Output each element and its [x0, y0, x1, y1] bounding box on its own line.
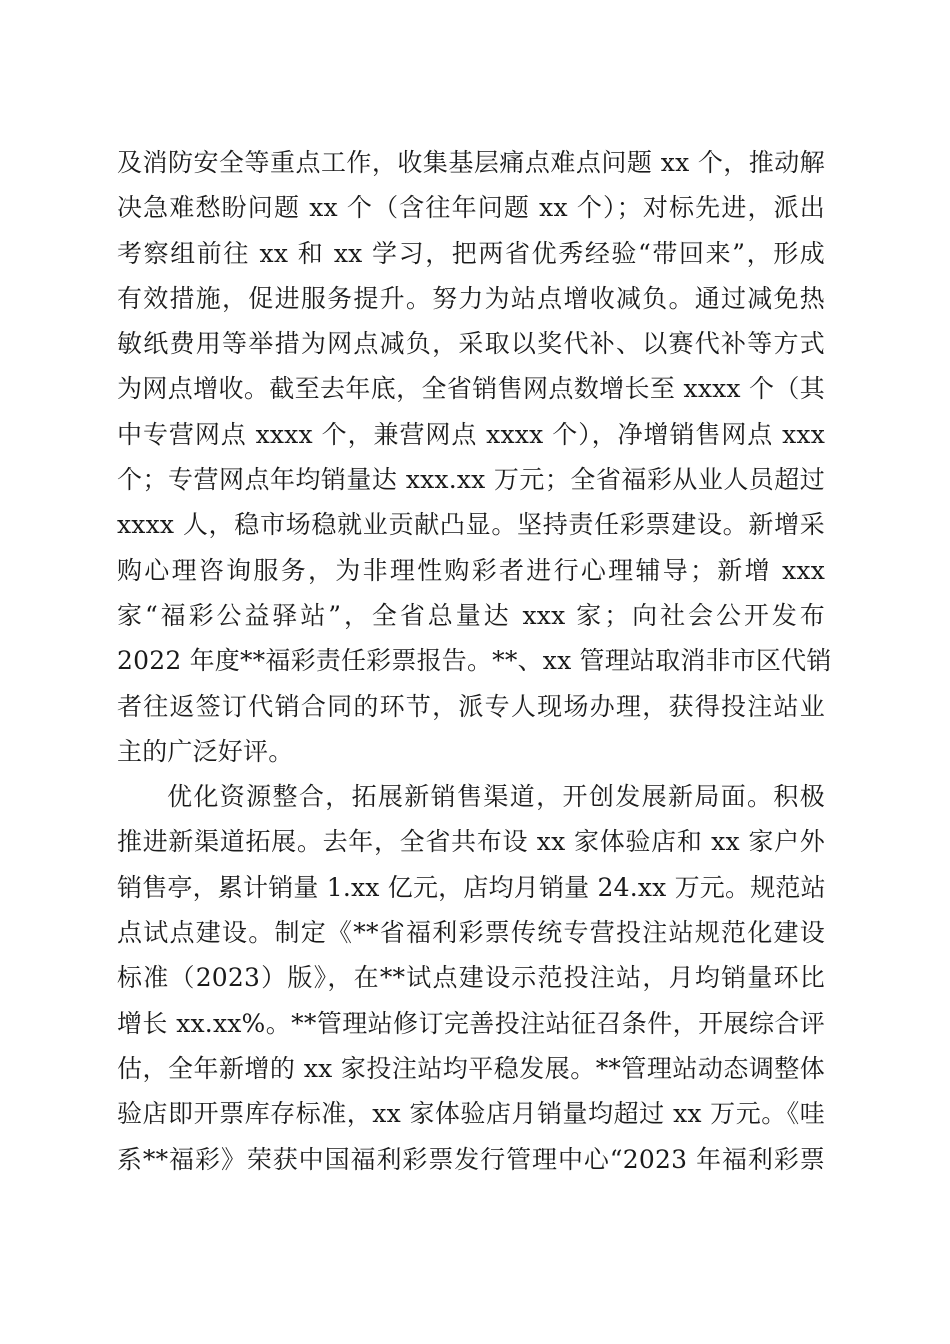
- text-line: 家“福彩公益驿站”，全省总量达 xxx 家；向社会公开发布: [117, 600, 825, 630]
- text-line: 验店即开票库存标准，xx 家体验店月销量均超过 xx 万元。《哇: [117, 1099, 825, 1129]
- text-line: 者往返签订代销合同的环节，派专人现场办理，获得投注站业: [117, 691, 825, 721]
- text-line: 标准（2023）版》，在**试点建设示范投注站，月均销量环比: [117, 963, 825, 993]
- text-line: 增长 xx.xx%。**管理站修订完善投注站征召条件，开展综合评: [117, 1008, 825, 1038]
- text-line: 优化资源整合，拓展新销售渠道，开创发展新局面。积极: [167, 782, 825, 812]
- text-line: 考察组前往 xx 和 xx 学习，把两省优秀经验“带回来”，形成: [117, 238, 825, 268]
- text-line: 及消防安全等重点工作，收集基层痛点难点问题 xx 个，推动解: [117, 148, 825, 177]
- text-line: 点试点建设。制定《**省福利彩票传统专营投注站规范化建设: [117, 918, 825, 948]
- text-line: 2022 年度**福彩责任彩票报告。**、xx 管理站取消非市区代销: [117, 646, 832, 676]
- text-line: 估，全年新增的 xx 家投注站均平稳发展。**管理站动态调整体: [117, 1053, 825, 1083]
- body-text: [117, 140, 832, 1182]
- paragraph-2: [117, 774, 825, 1182]
- text-line: 销售亭，累计销量 1.xx 亿元，店均月销量 24.xx 万元。规范站: [117, 872, 826, 902]
- text-line: 购心理咨询服务，为非理性购彩者进行心理辅导；新增 xxx: [117, 555, 825, 585]
- text-line: 个；专营网点年均销量达 xxx.xx 万元；全省福彩从业人员超过: [117, 465, 825, 495]
- text-line: 敏纸费用等举措为网点减负，采取以奖代补、以赛代补等方式: [117, 329, 825, 359]
- text-line: 为网点增收。截至去年底，全省销售网点数增长至 xxxx 个（其: [117, 374, 825, 404]
- text-line: 决急难愁盼问题 xx 个（含往年问题 xx 个）；对标先进，派出: [117, 193, 825, 223]
- text-line: 中专营网点 xxxx 个，兼营网点 xxxx 个），净增销售网点 xxx: [117, 419, 825, 449]
- text-line: 推进新渠道拓展。去年，全省共布设 xx 家体验店和 xx 家户外: [117, 827, 825, 857]
- text-line: 主的广泛好评。: [117, 736, 294, 766]
- paragraph-1: [117, 140, 832, 774]
- text-line: 系**福彩》荣获中国福利彩票发行管理中心“2023 年福利彩票: [117, 1144, 825, 1174]
- text-line: 有效措施，促进服务提升。努力为站点增收减负。通过减免热: [117, 283, 825, 313]
- text-line: xxxx 人，稳市场稳就业贡献凸显。坚持责任彩票建设。新增采: [117, 510, 825, 540]
